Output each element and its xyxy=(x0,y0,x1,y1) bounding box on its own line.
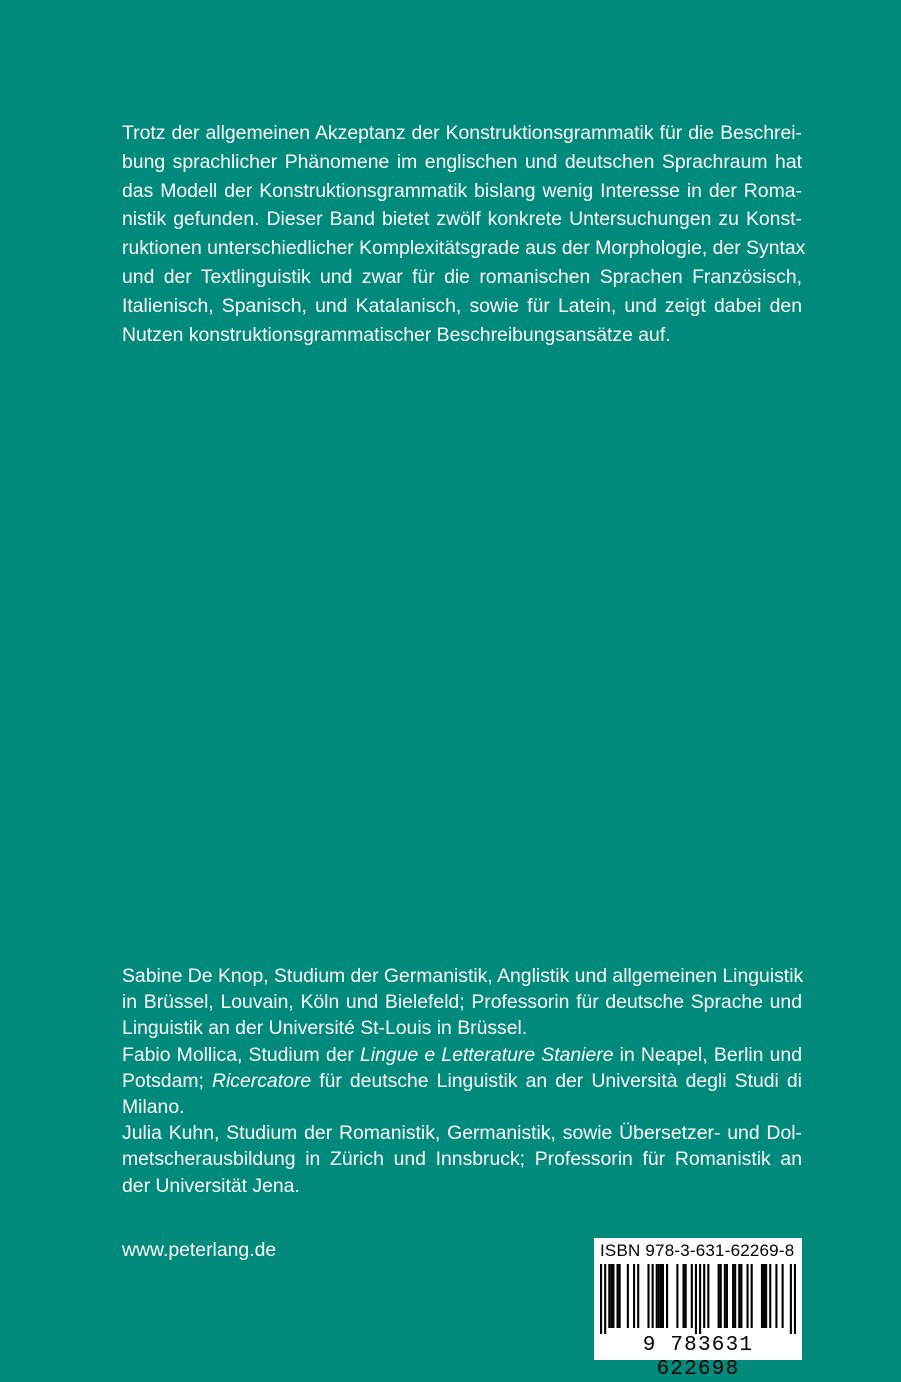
barcode-bar xyxy=(707,1264,709,1328)
blurb-line: nistik gefunden. Dieser Band bietet zwölf konkrete Untersuchungen zu Konst- xyxy=(122,208,802,231)
barcode-bar xyxy=(604,1264,606,1334)
blurb-line: Italienisch, Spanisch, und Katalanisch, sowie für Latein, und zeigt dabei den xyxy=(122,294,802,317)
author-italic-text: Ricercatore xyxy=(211,1069,312,1092)
barcode-bar xyxy=(695,1264,697,1334)
barcode-bar xyxy=(685,1264,687,1328)
barcode-bar xyxy=(666,1264,668,1328)
barcode-bar xyxy=(637,1264,639,1328)
author-italic-text: Lingue e Letterature Staniere xyxy=(360,1043,614,1066)
barcode-bar xyxy=(600,1264,602,1334)
blurb-line: das Modell der Konstruktionsgrammatik bislang wenig Interesse in der Roma- xyxy=(122,179,802,202)
author-line: Linguistik an der Université St-Louis in Brüssel. xyxy=(122,1017,528,1040)
author-line xyxy=(122,1042,802,1068)
barcode-bar xyxy=(718,1264,720,1328)
barcode-bar xyxy=(608,1264,610,1328)
barcode-bar xyxy=(703,1264,705,1328)
blurb-line: Trotz der allgemeinen Akzeptanz der Konstruktionsgrammatik für die Beschrei- xyxy=(122,122,802,144)
barcode-bar xyxy=(612,1264,614,1328)
barcode-bar xyxy=(617,1264,619,1328)
author-line: der Universität Jena. xyxy=(122,1174,300,1197)
barcode-bar xyxy=(732,1264,734,1328)
barcode-icon xyxy=(600,1264,796,1334)
author-text: in Neapel, Berlin und xyxy=(613,1043,802,1066)
barcode-bar xyxy=(662,1264,664,1328)
barcode-bar xyxy=(676,1264,678,1328)
barcode-bar xyxy=(761,1264,763,1328)
publisher-url: www.peterlang.de xyxy=(122,1239,277,1261)
barcode-bar xyxy=(619,1264,621,1328)
barcode-bar xyxy=(751,1264,753,1328)
barcode-bar xyxy=(660,1264,662,1328)
barcode-bar xyxy=(740,1264,742,1328)
barcode-bar xyxy=(765,1264,767,1328)
barcode-bar xyxy=(726,1264,728,1328)
barcode-bar xyxy=(683,1264,685,1328)
isbn-label: ISBN 978-3-631-62269-8 xyxy=(600,1241,795,1260)
barcode-bar xyxy=(769,1264,771,1328)
barcode-bar xyxy=(633,1264,635,1328)
barcode-bar xyxy=(746,1264,748,1328)
barcode-bar xyxy=(794,1264,796,1334)
author-text: Fabio Mollica, Studium der xyxy=(122,1043,361,1066)
barcode-bar xyxy=(775,1264,777,1328)
barcode-bar xyxy=(652,1264,654,1328)
barcode-bar xyxy=(720,1264,722,1328)
author-line: Milano. xyxy=(122,1096,185,1119)
author-line: Julia Kuhn, Studium der Romanistik, Germanistik, sowie Übersetzer- und Dol- xyxy=(122,1122,802,1145)
barcode-bar xyxy=(658,1264,660,1328)
barcode-bar xyxy=(656,1264,658,1328)
author-line: Sabine De Knop, Studium der Germanistik, Anglistik und allgemeinen Linguistik xyxy=(122,965,804,987)
author-text: Potsdam; xyxy=(122,1069,212,1092)
blurb-line: und der Textlinguistik und zwar für die romanischen Sprachen Französisch, xyxy=(122,265,802,288)
barcode-bar xyxy=(610,1264,612,1328)
blurb-line: Nutzen konstruktionsgrammatischer Beschreibungsansätze auf. xyxy=(122,323,671,346)
barcode-bar xyxy=(724,1264,726,1328)
barcode-bar xyxy=(691,1264,693,1328)
author-line xyxy=(122,1068,802,1094)
isbn-barcode-box xyxy=(594,1238,802,1381)
barcode-bar xyxy=(734,1264,736,1328)
barcode-bar xyxy=(790,1264,792,1334)
barcode-bar xyxy=(782,1264,784,1328)
barcode-bar xyxy=(647,1264,649,1328)
author-line: metscherausbildung in Zürich und Innsbruck; Professorin für Romanistik an xyxy=(122,1148,802,1171)
blurb-line: ruktionen unterschiedlicher Komplexitätsgrade aus der Morphologie, der Syntax xyxy=(122,237,806,260)
barcode-bar xyxy=(627,1264,629,1328)
isbn-digits: 9 783631 622698 xyxy=(642,1334,754,1381)
author-text: für deutsche Linguistik an der Università degli Studi di xyxy=(311,1069,802,1092)
barcode-bar xyxy=(699,1264,701,1334)
blurb-line: bung sprachlicher Phänomene im englischen und deutschen Sprachraum hat xyxy=(122,150,802,173)
author-line: in Brüssel, Louvain, Köln und Bielefeld; Professorin für deutsche Sprache und xyxy=(122,991,802,1014)
author-bios xyxy=(122,963,802,1199)
barcode-bar xyxy=(763,1264,765,1328)
back-cover-blurb xyxy=(122,119,806,349)
barcode-bar xyxy=(738,1264,740,1328)
